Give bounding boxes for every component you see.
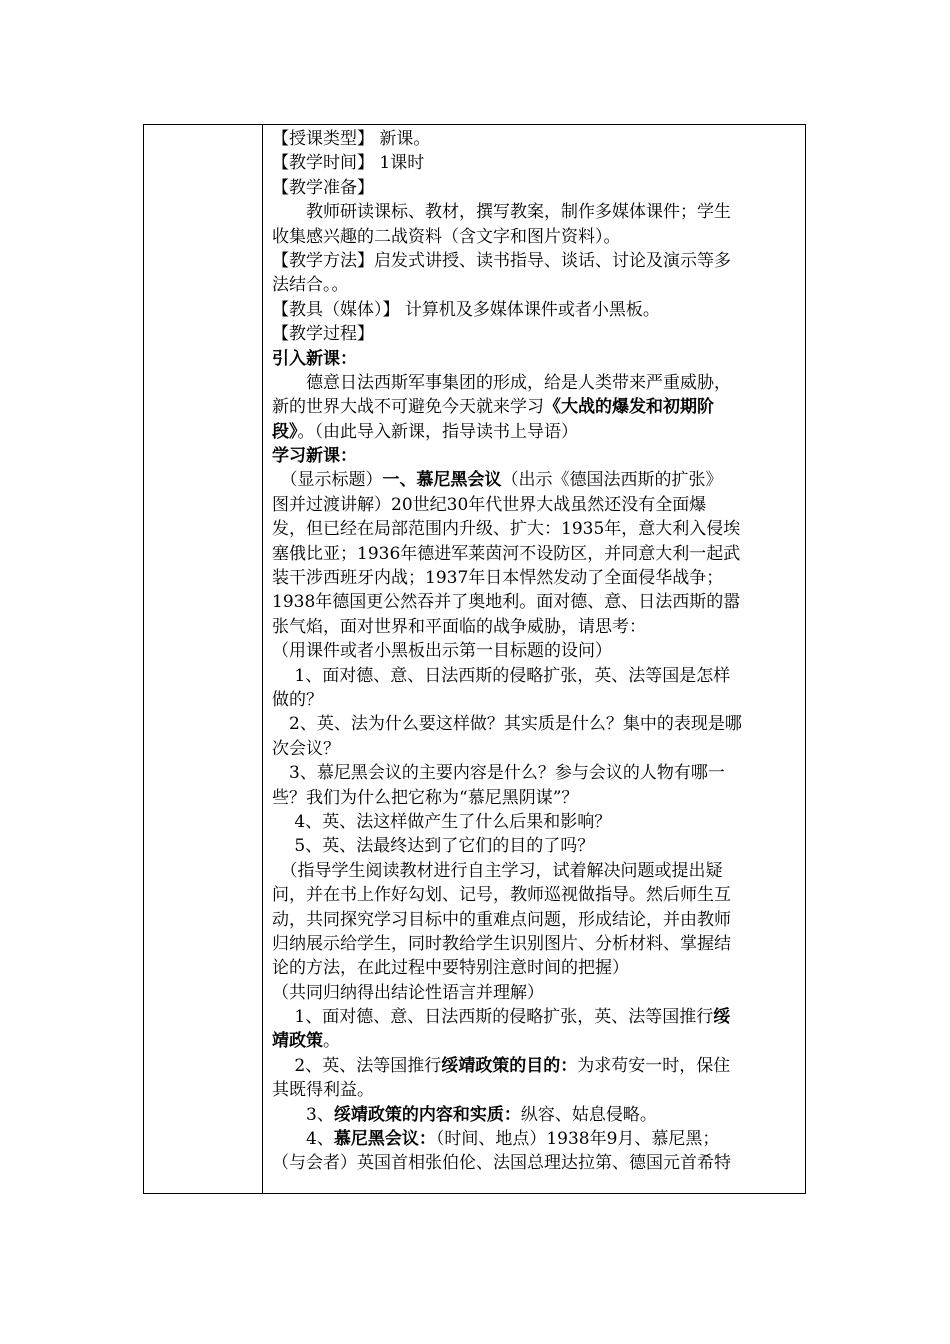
text-segment: （与会者）英国首相张伯伦、法国总理达拉第、德国元首希特 <box>272 1153 731 1174</box>
text-segment: 1938年德国更公然吞并了奥地利。面对德、意、日法西斯的嚣 <box>272 592 741 613</box>
text-line <box>272 786 797 810</box>
text-line <box>272 444 797 468</box>
text-line <box>272 981 797 1005</box>
text-segment: 张气焰，面对世界和平面临的战争威胁，请思考： <box>272 616 646 637</box>
text-segment: （出示《德国法西斯的扩张》 <box>501 470 723 491</box>
text-segment: 装干涉西班牙内战；1937年日本悍然发动了全面侵华战争； <box>272 568 724 589</box>
text-line <box>272 200 797 224</box>
text-segment: （时间、地点）1938年9月、慕尼黑； <box>435 1129 720 1150</box>
text-segment: 【教学准备】 <box>272 177 374 198</box>
bold-text: 《大战的爆发和初期阶 <box>544 397 714 418</box>
text-segment: 为求苟安一时，保住 <box>577 1055 731 1076</box>
text-line <box>272 810 797 834</box>
text-segment: 问，并在书上作好勾划、记号，教师巡视做指导。然后师生互 <box>272 885 731 906</box>
text-segment: 1、面对德、意、日法西斯的侵略扩张，英、法等国是怎样 <box>272 665 731 686</box>
text-line <box>272 737 797 761</box>
bold-text: 段》 <box>272 421 298 442</box>
text-segment: 些？我们为什么把它称为“慕尼黑阴谋”？ <box>272 787 579 808</box>
text-line <box>272 1151 797 1175</box>
text-segment: 教师研读课标、教材，撰写教案，制作多媒体课件；学生 <box>272 202 731 223</box>
text-line <box>272 542 797 566</box>
lesson-content <box>272 127 797 1176</box>
text-segment: 新的世界大战不可避免今天就来学习 <box>272 397 544 418</box>
bold-text: 绥靖政策的内容和实质： <box>333 1104 521 1125</box>
text-segment: 2、英、法为什么要这样做？其实质是什么？集中的表现是哪 <box>272 714 742 735</box>
text-line <box>272 664 797 688</box>
bold-text: 引入新课： <box>272 348 357 369</box>
text-segment: 做的？ <box>272 689 323 710</box>
bold-text: 靖政策 <box>272 1031 323 1052</box>
text-segment: 其既得利益。 <box>272 1080 374 1101</box>
text-line <box>272 347 797 371</box>
text-segment: （指导学生阅读教材进行自主学习，试着解决问题或提出疑 <box>272 860 723 881</box>
text-segment: 【教学时间】 1课时 <box>272 153 425 174</box>
text-line <box>272 590 797 614</box>
text-line <box>272 908 797 932</box>
bold-text: 一、慕尼黑会议 <box>382 470 502 491</box>
text-line <box>272 1078 797 1102</box>
text-line <box>272 688 797 712</box>
text-segment: 法结合。。 <box>272 275 349 296</box>
text-line <box>272 883 797 907</box>
text-line <box>272 225 797 249</box>
text-line <box>272 1054 797 1078</box>
text-segment: 【教学过程】 <box>272 324 374 345</box>
text-segment: 1、面对德、意、日法西斯的侵略扩张，英、法等国推行 <box>272 1007 714 1028</box>
text-line <box>272 493 797 517</box>
text-segment: 次会议？ <box>272 738 340 759</box>
text-segment: 【授课类型】 新课。 <box>272 129 431 149</box>
text-segment: 发，但已经在局部范围内升级、扩大：1935年，意大利入侵埃 <box>272 519 741 540</box>
text-segment: 【教具（媒体）】 计算机及多媒体课件或者小黑板。 <box>272 299 660 320</box>
text-segment: （共同归纳得出结论性语言并理解） <box>272 982 544 1003</box>
text-line <box>272 932 797 956</box>
text-segment: 3、 <box>272 1104 334 1125</box>
text-line <box>272 273 797 297</box>
text-segment: 4、英、法这样做产生了什么后果和影响？ <box>272 811 612 832</box>
text-line <box>272 1127 797 1151</box>
text-segment: 塞俄比亚；1936年德进军莱茵河不设防区，并同意大利一起武 <box>272 543 741 564</box>
column-divider <box>262 124 263 1194</box>
text-segment: （显示标题） <box>272 470 383 491</box>
text-line <box>272 151 797 175</box>
text-line <box>272 395 797 419</box>
text-segment: 论的方法，在此过程中要特别注意时间的把握） <box>272 958 629 979</box>
text-line <box>272 517 797 541</box>
text-line <box>272 1005 797 1029</box>
text-segment: 【教学方法】启发式讲授、读书指导、谈话、讨论及演示等多 <box>272 250 731 271</box>
text-line <box>272 859 797 883</box>
text-segment: 图并过渡讲解）20世纪30年代世界大战虽然还没有全面爆 <box>272 494 707 515</box>
text-line <box>272 371 797 395</box>
text-line <box>272 639 797 663</box>
text-segment: 收集感兴趣的二战资料（含文字和图片资料）。 <box>272 226 621 247</box>
text-line <box>272 249 797 273</box>
bold-text: 绥靖政策的目的： <box>441 1055 578 1076</box>
text-segment: 。 <box>323 1031 340 1052</box>
text-line <box>272 615 797 639</box>
text-line <box>272 176 797 200</box>
text-line <box>272 956 797 980</box>
text-segment: 4、 <box>272 1129 334 1150</box>
text-line <box>272 298 797 322</box>
bold-text: 绥 <box>713 1007 731 1028</box>
text-segment: 动，共同探究学习目标中的重难点问题，形成结论，并由教师 <box>272 909 731 930</box>
text-line <box>272 761 797 785</box>
text-line <box>272 322 797 346</box>
text-segment: 。（由此导入新课，指导读书上导语） <box>297 421 578 442</box>
text-line <box>272 834 797 858</box>
text-segment: 3、慕尼黑会议的主要内容是什么？参与会议的人物有哪一 <box>272 763 725 784</box>
text-segment: 德意日法西斯军事集团的形成，给是人类带来严重威胁， <box>272 372 731 393</box>
text-segment: 2、英、法等国推行 <box>272 1055 442 1076</box>
text-line <box>272 566 797 590</box>
text-line <box>272 712 797 736</box>
text-line <box>272 468 797 492</box>
text-line <box>272 127 797 151</box>
text-line <box>272 420 797 444</box>
bold-text: 学习新课： <box>272 446 357 467</box>
text-segment: 纵容、姑息侵略。 <box>520 1104 657 1125</box>
text-segment: 5、英、法最终达到了它们的目的了吗？ <box>272 836 595 857</box>
text-line <box>272 1029 797 1053</box>
text-segment: 归纳展示给学生，同时教给学生识别图片、分析材料、掌握结 <box>272 933 731 954</box>
text-line <box>272 1103 797 1127</box>
text-segment: （用课件或者小黑板出示第一目标题的设问） <box>272 641 612 662</box>
bold-text: 慕尼黑会议： <box>333 1129 436 1150</box>
